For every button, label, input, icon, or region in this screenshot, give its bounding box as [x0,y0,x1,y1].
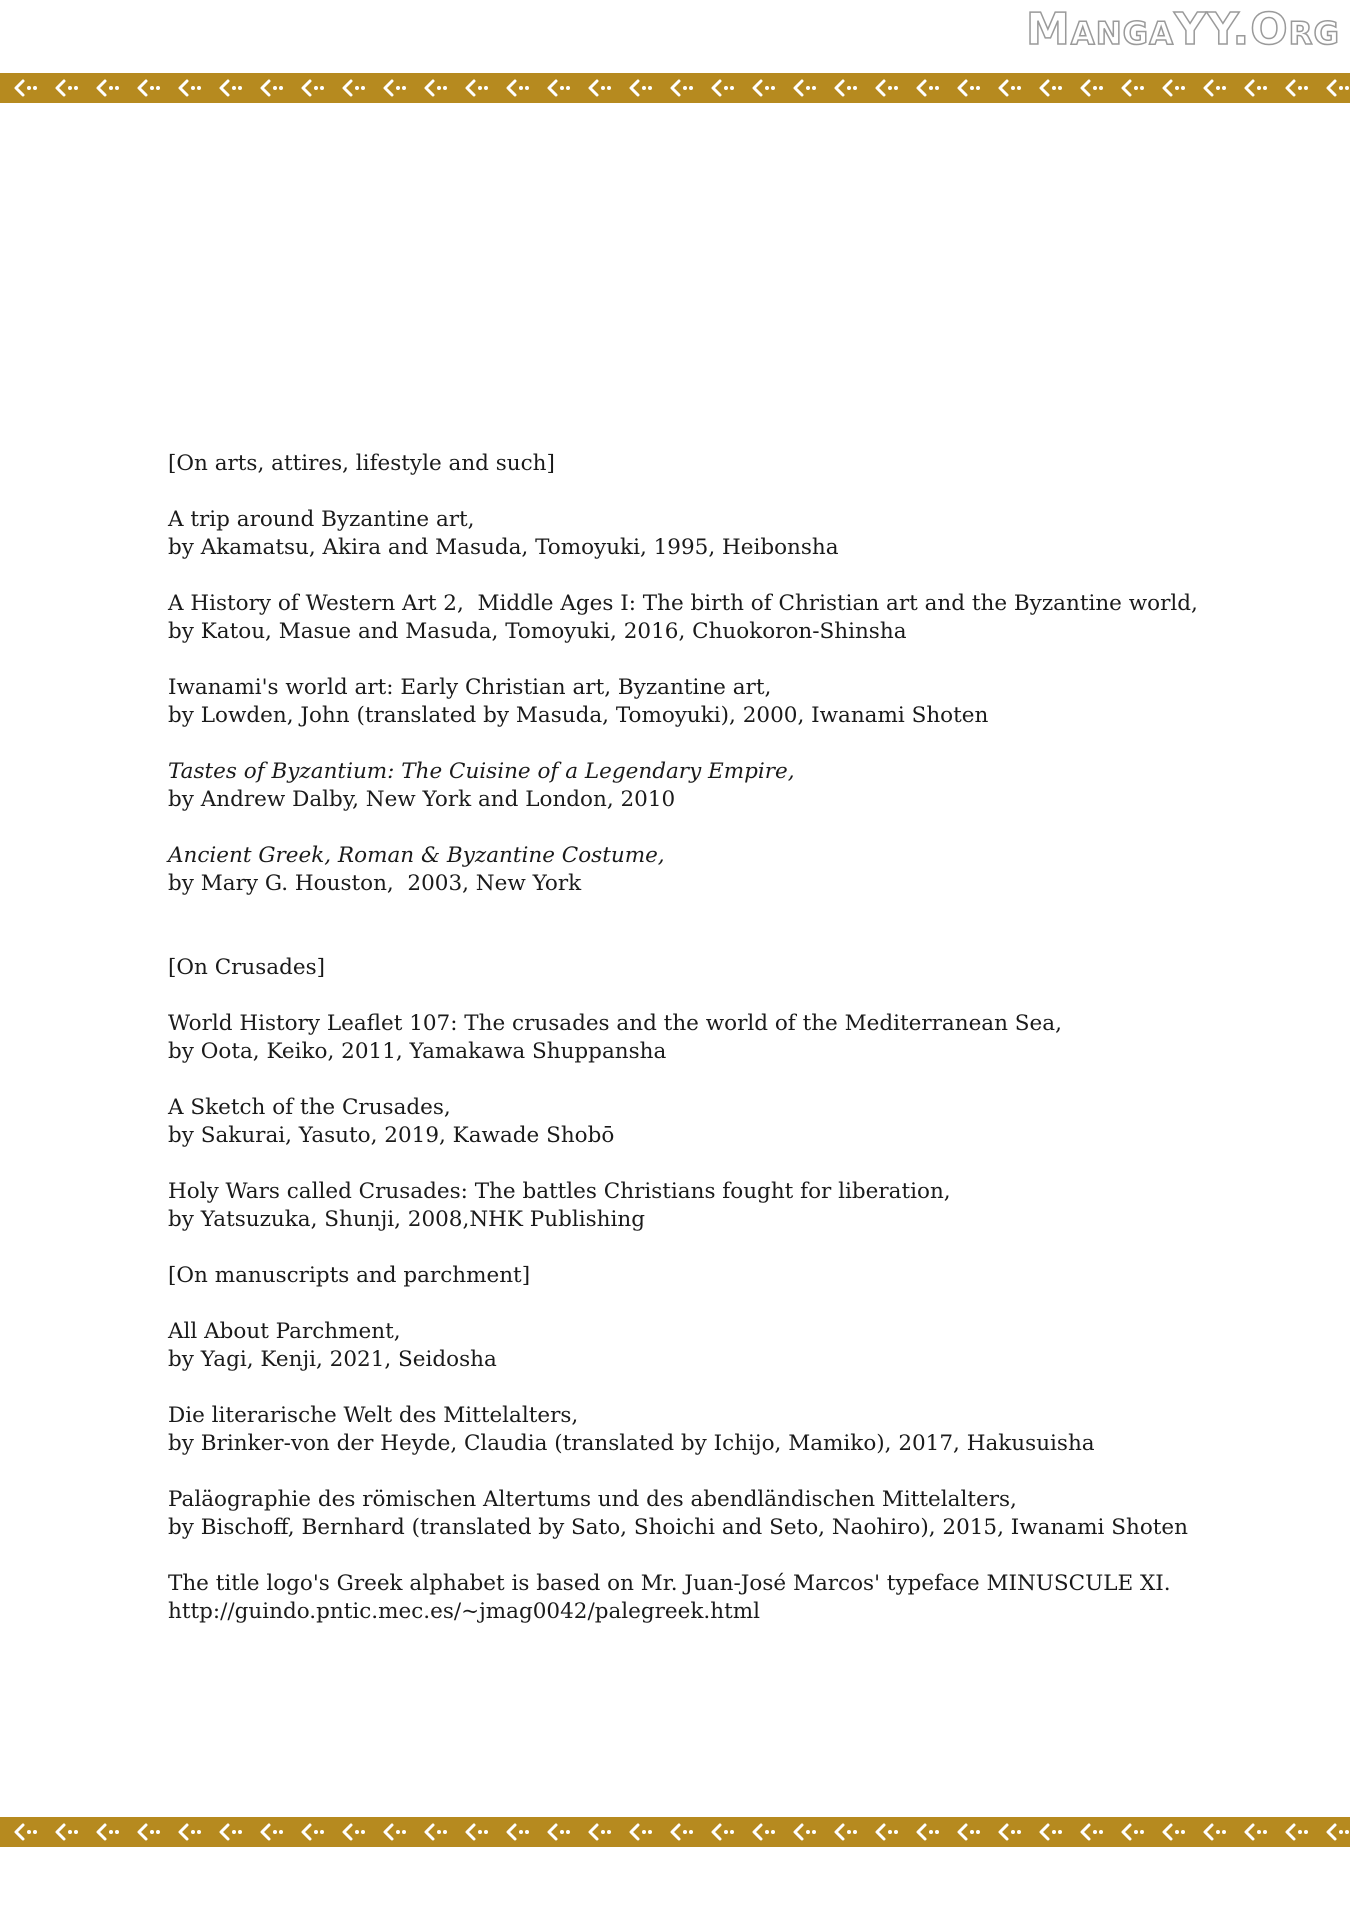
border-dot-icon [1058,86,1062,90]
border-dot-icon [1222,86,1226,90]
border-dot-icon [191,1830,195,1834]
border-dot-icon [484,86,488,90]
border-dot-icon [765,86,769,90]
border-dot-icon [27,86,31,90]
entry-title: Paläographie des römischen Altertums und des abendländischen Mittelalters, [168,1487,1017,1512]
border-dot-icon [601,86,605,90]
border-dot-icon [279,86,283,90]
section-heading: [On arts, attires, lifestyle and such] [168,451,555,476]
border-dot-icon [484,1830,488,1834]
border-dot-icon [648,86,652,90]
border-dot-icon [443,1830,447,1834]
entry-title: A trip around Byzantine art, [168,507,475,532]
border-dot-icon [1216,1830,1220,1834]
border-dot-icon [724,1830,728,1834]
border-dot-icon [1011,1830,1015,1834]
border-dot-icon [396,1830,400,1834]
border-dot-icon [1216,86,1220,90]
border-dot-icon [525,86,529,90]
border-dot-icon [847,86,851,90]
border-dot-icon [355,1830,359,1834]
border-dot-icon [1093,86,1097,90]
border-dot-icon [150,1830,154,1834]
border-dot-icon [314,86,318,90]
entry-byline: by Brinker-von der Heyde, Claudia (translated by Ichijo, Mamiko), 2017, Hakusuisha [168,1431,1095,1456]
entry-title: Holy Wars called Crusades: The battles Christians fought for liberation, [168,1179,951,1204]
border-dot-icon [566,1830,570,1834]
border-dot-icon [970,86,974,90]
border-dot-icon [320,1830,324,1834]
border-dot-icon [478,1830,482,1834]
entry-byline: by Sakurai, Yasuto, 2019, Kawade Shobō [168,1123,615,1148]
border-dot-icon [689,1830,693,1834]
border-dot-icon [361,86,365,90]
section-heading: [On manuscripts and parchment] [168,1263,531,1288]
decorative-border-bottom [0,1817,1350,1847]
border-dot-icon [1011,86,1015,90]
border-dot-icon [1304,86,1308,90]
border-dot-icon [976,1830,980,1834]
border-dot-icon [355,86,359,90]
border-dot-icon [402,1830,406,1834]
entry-byline: by Andrew Dalby, New York and London, 2010 [168,787,676,812]
border-dot-icon [232,1830,236,1834]
border-dot-icon [197,86,201,90]
border-dot-icon [402,86,406,90]
border-dot-icon [888,1830,892,1834]
border-dot-icon [1140,1830,1144,1834]
entry-title: A History of Western Art 2, Middle Ages I: The birth of Christian art and the Byzantine world, [168,591,1198,616]
border-dot-icon [525,1830,529,1834]
border-dot-icon [320,86,324,90]
border-dot-icon [1134,86,1138,90]
border-dot-icon [1017,1830,1021,1834]
border-dot-icon [1052,86,1056,90]
border-dot-icon [1140,86,1144,90]
border-dot-icon [894,1830,898,1834]
border-dot-icon [1257,1830,1261,1834]
border-dot-icon [1298,86,1302,90]
border-dot-icon [238,1830,242,1834]
border-dot-icon [894,86,898,90]
watermark: MangaYY.Org [1025,4,1340,55]
entry-byline: by Bischoff, Bernhard (translated by Sato, Shoichi and Seto, Naohiro), 2015, Iwanami Shoten [168,1515,1188,1540]
border-dot-icon [1181,86,1185,90]
border-dot-icon [771,1830,775,1834]
border-dot-icon [1263,1830,1267,1834]
border-dot-icon [109,1830,113,1834]
border-dot-icon [853,86,857,90]
border-dot-icon [1345,86,1349,90]
bibliography-entry [168,1094,1268,1150]
border-dot-icon [33,1830,37,1834]
entry-byline: by Yagi, Kenji, 2021, Seidosha [168,1347,497,1372]
border-dot-icon [1345,1830,1349,1834]
border-dot-icon [812,1830,816,1834]
bibliography [168,450,1268,1654]
bibliography-entry [168,590,1268,646]
border-dot-icon [478,86,482,90]
border-dot-icon [1052,1830,1056,1834]
border-dot-icon [109,86,113,90]
border-dot-icon [1304,1830,1308,1834]
border-dot-icon [156,86,160,90]
border-dot-icon [806,1830,810,1834]
border-dot-icon [1263,86,1267,90]
border-dot-icon [1339,1830,1343,1834]
bibliography-entry [168,1402,1268,1458]
border-dot-icon [812,86,816,90]
entry-title: Tastes of Byzantium: The Cuisine of a Legendary Empire, [168,759,795,784]
border-dot-icon [238,86,242,90]
border-dot-icon [443,86,447,90]
border-dot-icon [683,1830,687,1834]
border-dot-icon [1222,1830,1226,1834]
entry-byline: by Lowden, John (translated by Masuda, Tomoyuki), 2000, Iwanami Shoten [168,703,989,728]
border-dot-icon [566,86,570,90]
border-dot-icon [1175,86,1179,90]
border-dot-icon [1181,1830,1185,1834]
border-dot-icon [68,1830,72,1834]
entry-title: All About Parchment, [168,1319,401,1344]
border-dot-icon [601,1830,605,1834]
border-dot-icon [1099,86,1103,90]
bibliography-entry [168,1010,1268,1066]
bibliography-entry [168,1486,1268,1542]
border-dot-icon [771,86,775,90]
section-crusades [168,954,1268,1234]
border-dot-icon [396,86,400,90]
border-dot-icon [1093,1830,1097,1834]
border-dot-icon [1175,1830,1179,1834]
border-dot-icon [191,86,195,90]
border-dot-icon [314,1830,318,1834]
border-dot-icon [607,86,611,90]
border-dot-icon [976,86,980,90]
entry-byline: by Akamatsu, Akira and Masuda, Tomoyuki, 1995, Heibonsha [168,535,839,560]
bibliography-entry [168,674,1268,730]
credit-text: The title logo's Greek alphabet is based on Mr. Juan-José Marcos' typeface MINUSCULE XI. [168,1571,1171,1596]
border-dot-icon [853,1830,857,1834]
border-dot-icon [33,86,37,90]
bibliography-entry [168,758,1268,814]
border-dot-icon [437,1830,441,1834]
border-dot-icon [115,86,119,90]
border-dot-icon [361,1830,365,1834]
border-dot-icon [437,86,441,90]
credit-note [168,1570,1268,1626]
border-dot-icon [683,86,687,90]
entry-title: Iwanami's world art: Early Christian art, Byzantine art, [168,675,772,700]
border-dot-icon [1058,1830,1062,1834]
entry-byline: by Mary G. Houston, 2003, New York [168,871,582,896]
border-dot-icon [519,86,523,90]
border-dot-icon [888,86,892,90]
decorative-border-top [0,73,1350,103]
border-dot-icon [150,86,154,90]
bibliography-entry [168,506,1268,562]
border-dot-icon [1257,86,1261,90]
border-dot-icon [765,1830,769,1834]
entry-byline: by Oota, Keiko, 2011, Yamakawa Shuppansha [168,1039,667,1064]
border-dot-icon [232,86,236,90]
border-dot-icon [115,1830,119,1834]
entry-title: Ancient Greek, Roman & Byzantine Costume, [168,843,665,868]
section-arts [168,450,1268,898]
border-dot-icon [607,1830,611,1834]
border-dot-icon [1099,1830,1103,1834]
entry-title: Die literarische Welt des Mittelalters, [168,1403,579,1428]
border-dot-icon [847,1830,851,1834]
border-dot-icon [689,86,693,90]
border-dot-icon [730,1830,734,1834]
border-dot-icon [929,1830,933,1834]
entry-byline: by Yatsuzuka, Shunji, 2008,NHK Publishing [168,1207,645,1232]
border-dot-icon [1134,1830,1138,1834]
section-heading: [On Crusades] [168,955,326,980]
border-dot-icon [560,86,564,90]
border-dot-icon [1298,1830,1302,1834]
border-dot-icon [74,86,78,90]
section-manuscripts [168,1262,1268,1626]
entry-title: World History Leaflet 107: The crusades and the world of the Mediterranean Sea, [168,1011,1062,1036]
border-dot-icon [642,86,646,90]
border-dot-icon [74,1830,78,1834]
credit-url: http://guindo.pntic.mec.es/~jmag0042/palegreek.html [168,1599,760,1624]
border-dot-icon [68,86,72,90]
border-dot-icon [273,86,277,90]
entry-byline: by Katou, Masue and Masuda, Tomoyuki, 2016, Chuokoron-Shinsha [168,619,907,644]
border-dot-icon [970,1830,974,1834]
border-dot-icon [935,1830,939,1834]
border-dot-icon [806,86,810,90]
entry-title: A Sketch of the Crusades, [168,1095,451,1120]
border-dot-icon [1339,86,1343,90]
border-dot-icon [929,86,933,90]
border-dot-icon [197,1830,201,1834]
border-dot-icon [730,86,734,90]
border-dot-icon [279,1830,283,1834]
border-dot-icon [560,1830,564,1834]
border-dot-icon [519,1830,523,1834]
border-dot-icon [1017,86,1021,90]
bibliography-entry [168,1318,1268,1374]
border-dot-icon [642,1830,646,1834]
bibliography-entry [168,842,1268,898]
bibliography-entry [168,1178,1268,1234]
border-dot-icon [156,1830,160,1834]
border-dot-icon [273,1830,277,1834]
border-dot-icon [648,1830,652,1834]
border-dot-icon [27,1830,31,1834]
border-dot-icon [724,86,728,90]
border-dot-icon [935,86,939,90]
